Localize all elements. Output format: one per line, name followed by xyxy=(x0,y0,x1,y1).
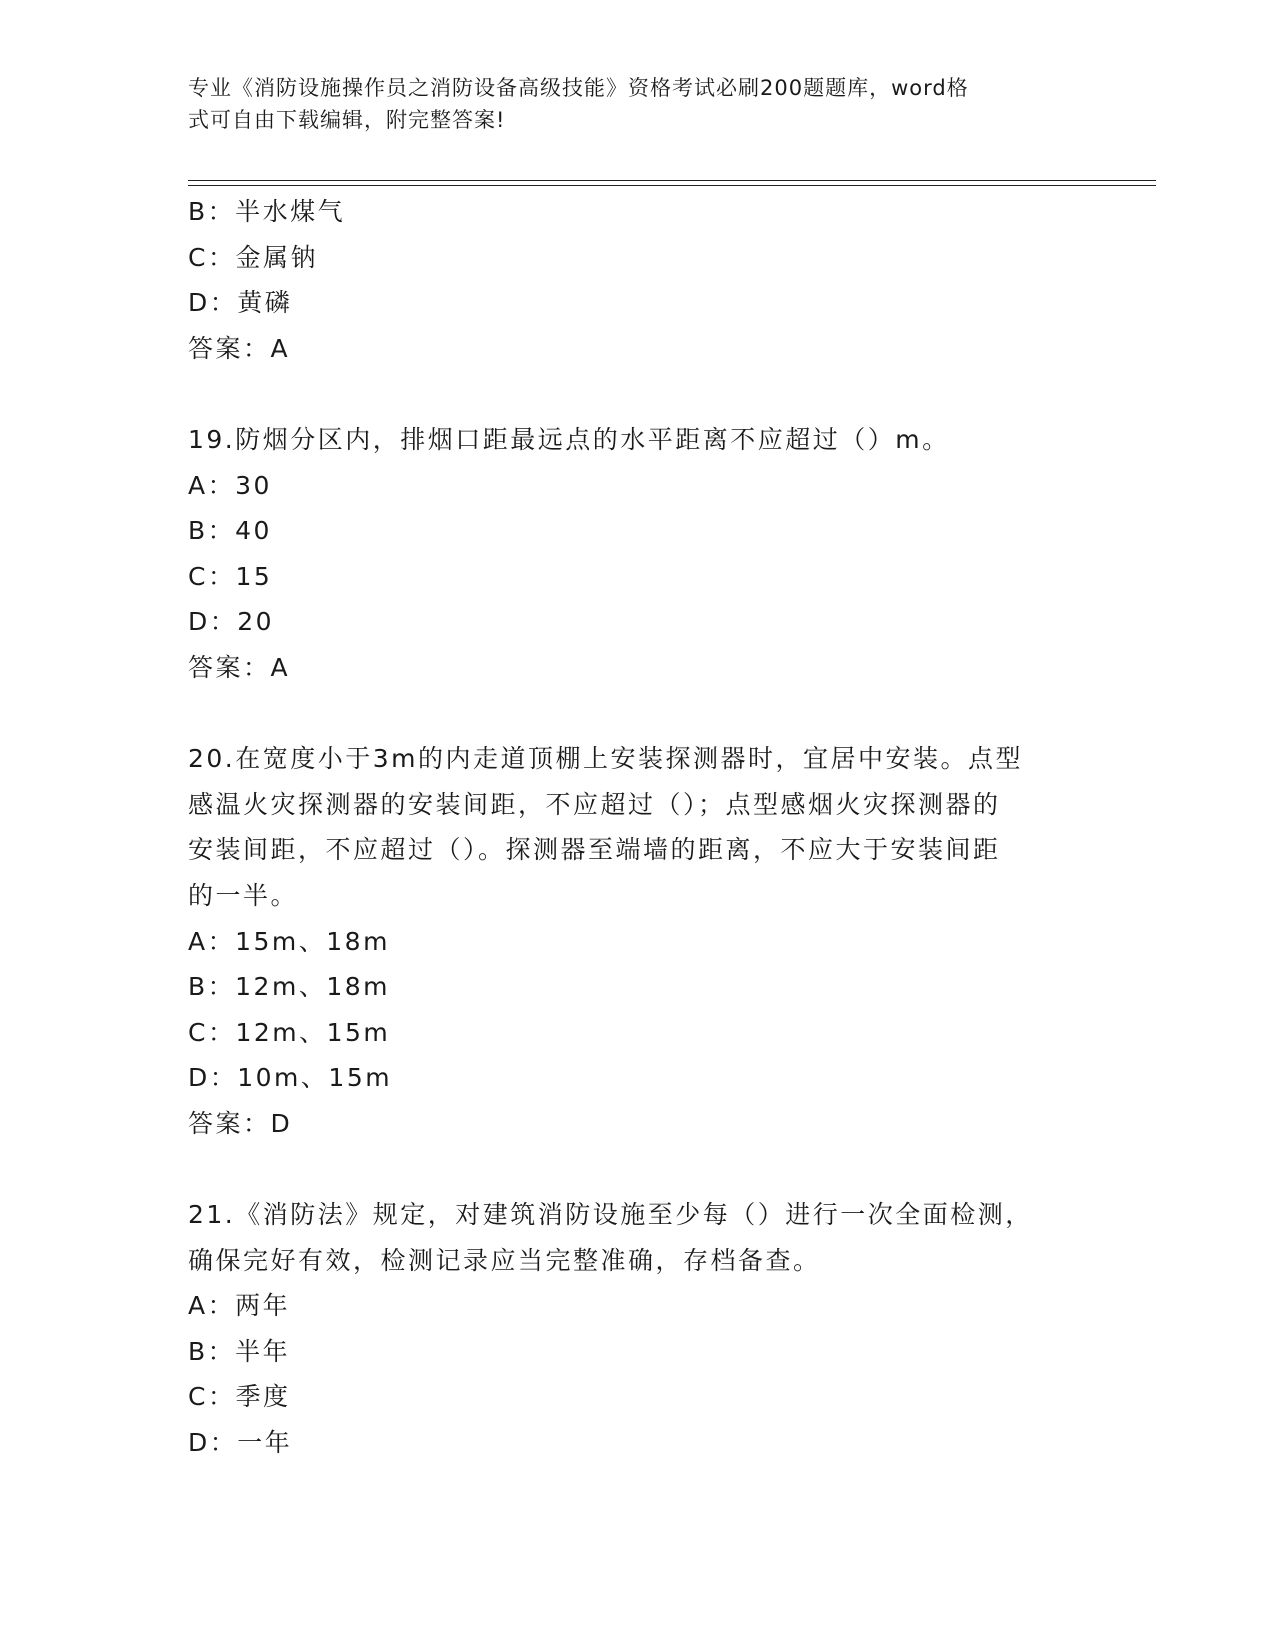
option-b: B：半年 xyxy=(188,1336,291,1366)
spacer xyxy=(188,691,1068,737)
header-rule-top xyxy=(188,180,1156,181)
answer: 答案：A xyxy=(188,333,291,363)
option-b: B：12m、18m xyxy=(188,972,390,1002)
option-a: A：30 xyxy=(188,470,272,500)
question-text: 20.在宽度小于3m的内走道顶棚上安装探测器时，宜居中安装。点型 xyxy=(188,744,1024,774)
question-21 xyxy=(188,1192,1068,1466)
option-c: C：15 xyxy=(188,561,273,591)
question-text: 感温火灾探测器的安装间距，不应超过（）；点型感烟火灾探测器的 xyxy=(188,789,1001,819)
question-text: 安装间距，不应超过（）。探测器至端墙的距离，不应大于安装间距 xyxy=(188,835,1001,865)
spacer xyxy=(188,1146,1068,1192)
option-d: D：一年 xyxy=(188,1428,293,1458)
option-c: C：12m、15m xyxy=(188,1017,391,1047)
question-18 xyxy=(188,189,1068,371)
header-line-1: 专业《消防设施操作员之消防设备高级技能》资格考试必刷200题题库，word格 xyxy=(188,76,969,100)
document-header xyxy=(188,72,1068,136)
option-c: C：季度 xyxy=(188,1382,291,1412)
option-d: D：10m、15m xyxy=(188,1063,393,1093)
header-line-2: 式可自由下载编辑，附完整答案! xyxy=(188,108,506,132)
spacer xyxy=(188,371,1068,417)
option-d: D：黄磷 xyxy=(188,288,293,318)
option-a: A：15m、18m xyxy=(188,926,390,956)
answer: 答案：A xyxy=(188,652,291,682)
option-b: B：40 xyxy=(188,516,272,546)
option-c: C：金属钠 xyxy=(188,242,318,272)
answer: 答案：D xyxy=(188,1108,293,1138)
option-a: A：两年 xyxy=(188,1291,291,1321)
question-text: 的一半。 xyxy=(188,880,299,910)
header-rule-bottom xyxy=(188,185,1156,186)
question-20 xyxy=(188,736,1068,1146)
question-text: 21.《消防法》规定，对建筑消防设施至少每（）进行一次全面检测， xyxy=(188,1200,1033,1230)
question-19 xyxy=(188,417,1068,691)
option-d: D：20 xyxy=(188,607,275,637)
question-list xyxy=(188,189,1068,1466)
question-text: 19.防烟分区内，排烟口距最远点的水平距离不应超过（）m。 xyxy=(188,424,950,454)
question-text: 确保完好有效，检测记录应当完整准确，存档备查。 xyxy=(188,1245,821,1275)
option-b: B：半水煤气 xyxy=(188,197,346,226)
